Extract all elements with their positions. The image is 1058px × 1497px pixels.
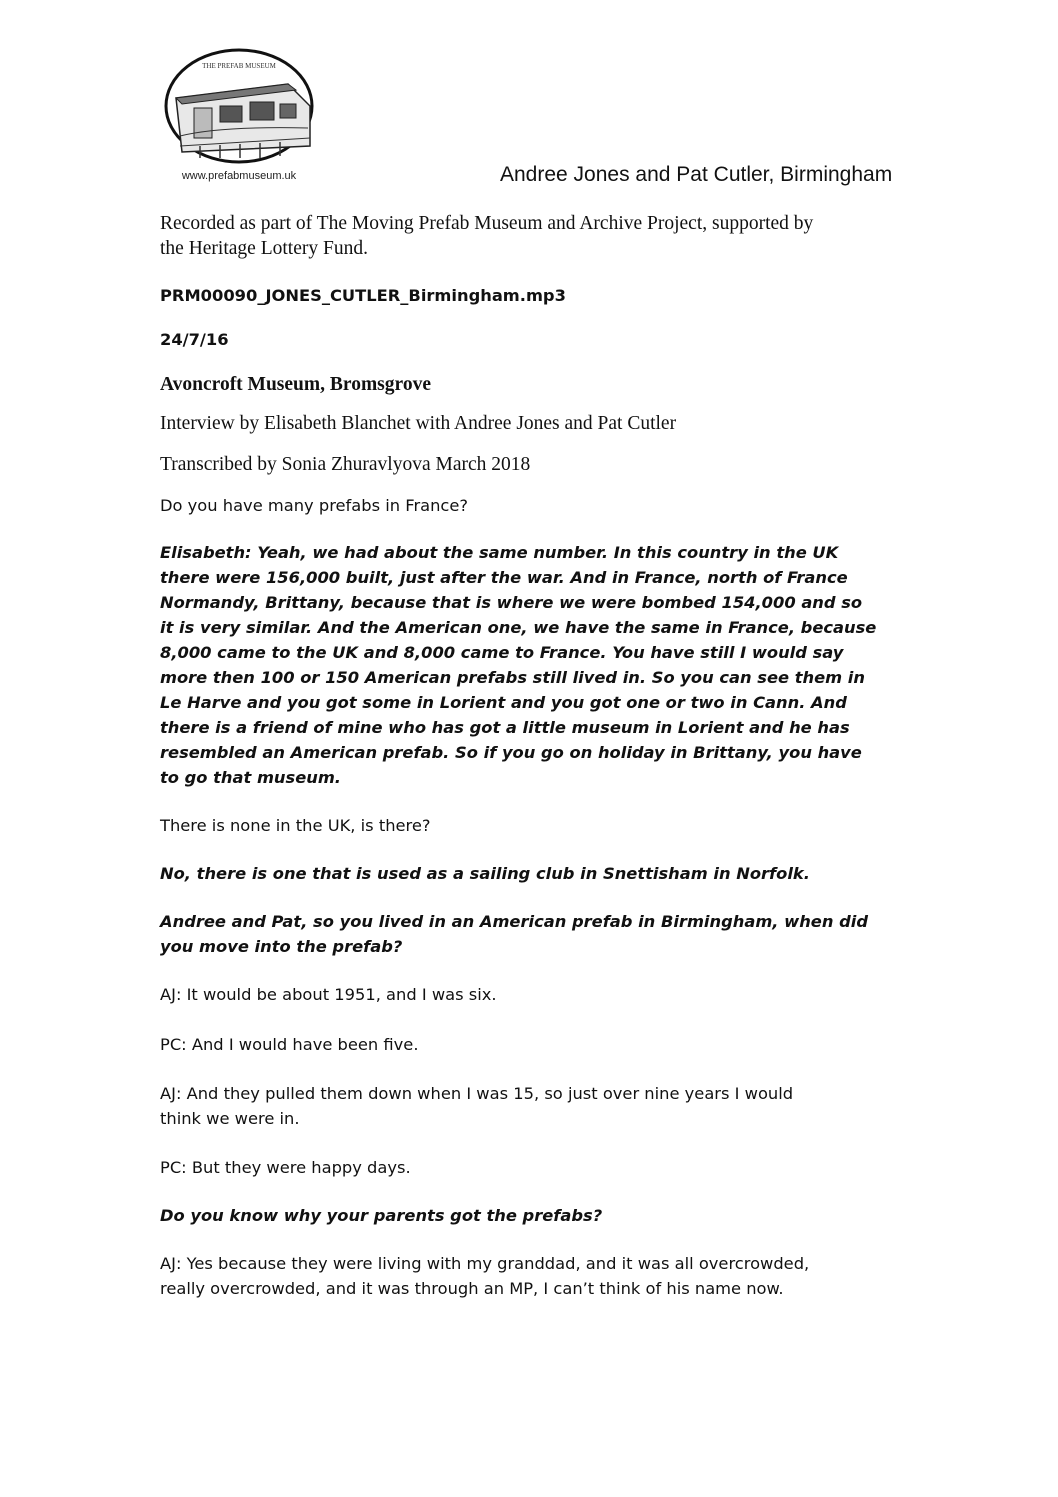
prefab-house-illustration	[160, 46, 318, 170]
text-line: to go that museum.	[160, 768, 341, 787]
text-line: AJ: And they pulled them down when I was 15, so just over nine years I would	[160, 1084, 794, 1103]
text-line: resembled an American prefab. So if you go on holiday in Brittany, you have	[160, 743, 862, 762]
answer-2: No, there is one that is used as a sailing club in Snettisham in Norfolk.	[160, 864, 810, 883]
text-line: you move into the prefab?	[160, 937, 403, 956]
text-line: Elisabeth: Yeah, we had about the same number. In this country in the UK	[160, 543, 839, 562]
transcriber-line: Transcribed by Sonia Zhuravlyova March 2018	[160, 454, 531, 475]
answer-pc-1: PC: And I would have been five.	[160, 1035, 419, 1054]
answer-elisabeth	[160, 540, 905, 790]
text-line: Normandy, Brittany, because that is where we were bombed 154,000 and so	[160, 593, 863, 612]
logo-ring-text: THE PREFAB MUSEUM	[202, 62, 276, 70]
text-line: 8,000 came to the UK and 8,000 came to France. You have still I would say	[160, 643, 844, 662]
recording-date: 24/7/16	[160, 330, 229, 349]
question-4: Do you know why your parents got the prefabs?	[160, 1206, 603, 1225]
text-line: Le Harve and you got some in Lorient and you got one or two in Cann. And	[160, 693, 847, 712]
text-line: there were 156,000 built, just after the war. And in France, north of France	[160, 568, 848, 587]
question-2: There is none in the UK, is there?	[160, 816, 431, 835]
recorded-note	[160, 211, 905, 261]
text-line: there is a friend of mine who has got a little museum in Lorient and he has	[160, 718, 850, 737]
document-body	[160, 211, 905, 1301]
document-header-title: Andree Jones and Pat Cutler, Birmingham	[500, 163, 893, 186]
recording-location: Avoncroft Museum, Bromsgrove	[160, 374, 431, 395]
interviewer-line: Interview by Elisabeth Blanchet with Andree Jones and Pat Cutler	[160, 413, 677, 434]
question-3	[160, 909, 905, 959]
text-line: more then 100 or 150 American prefabs still lived in. So you can see them in	[160, 668, 865, 687]
answer-pc-2: PC: But they were happy days.	[160, 1158, 411, 1177]
logo-url: www.prefabmuseum.uk	[181, 170, 297, 182]
question-1: Do you have many prefabs in France?	[160, 496, 469, 515]
text-line: AJ: Yes because they were living with my granddad, and it was all overcrowded,	[160, 1254, 810, 1273]
prefab-museum-logo	[160, 46, 318, 188]
text-line: Andree and Pat, so you lived in an American prefab in Birmingham, when did	[160, 912, 868, 931]
text-line: it is very similar. And the American one, we have the same in France, because	[160, 618, 877, 637]
text-line: really overcrowded, and it was through an MP, I can’t think of his name now.	[160, 1279, 784, 1298]
text-line: think we were in.	[160, 1109, 300, 1128]
text-line: Recorded as part of The Moving Prefab Museum and Archive Project, supported by	[160, 213, 814, 234]
answer-aj-2	[160, 1081, 905, 1131]
answer-aj-3	[160, 1251, 905, 1301]
text-line: the Heritage Lottery Fund.	[160, 238, 368, 259]
answer-aj-1: AJ: It would be about 1951, and I was six.	[160, 985, 497, 1004]
audio-filename: PRM00090_JONES_CUTLER_Birmingham.mp3	[160, 286, 566, 305]
